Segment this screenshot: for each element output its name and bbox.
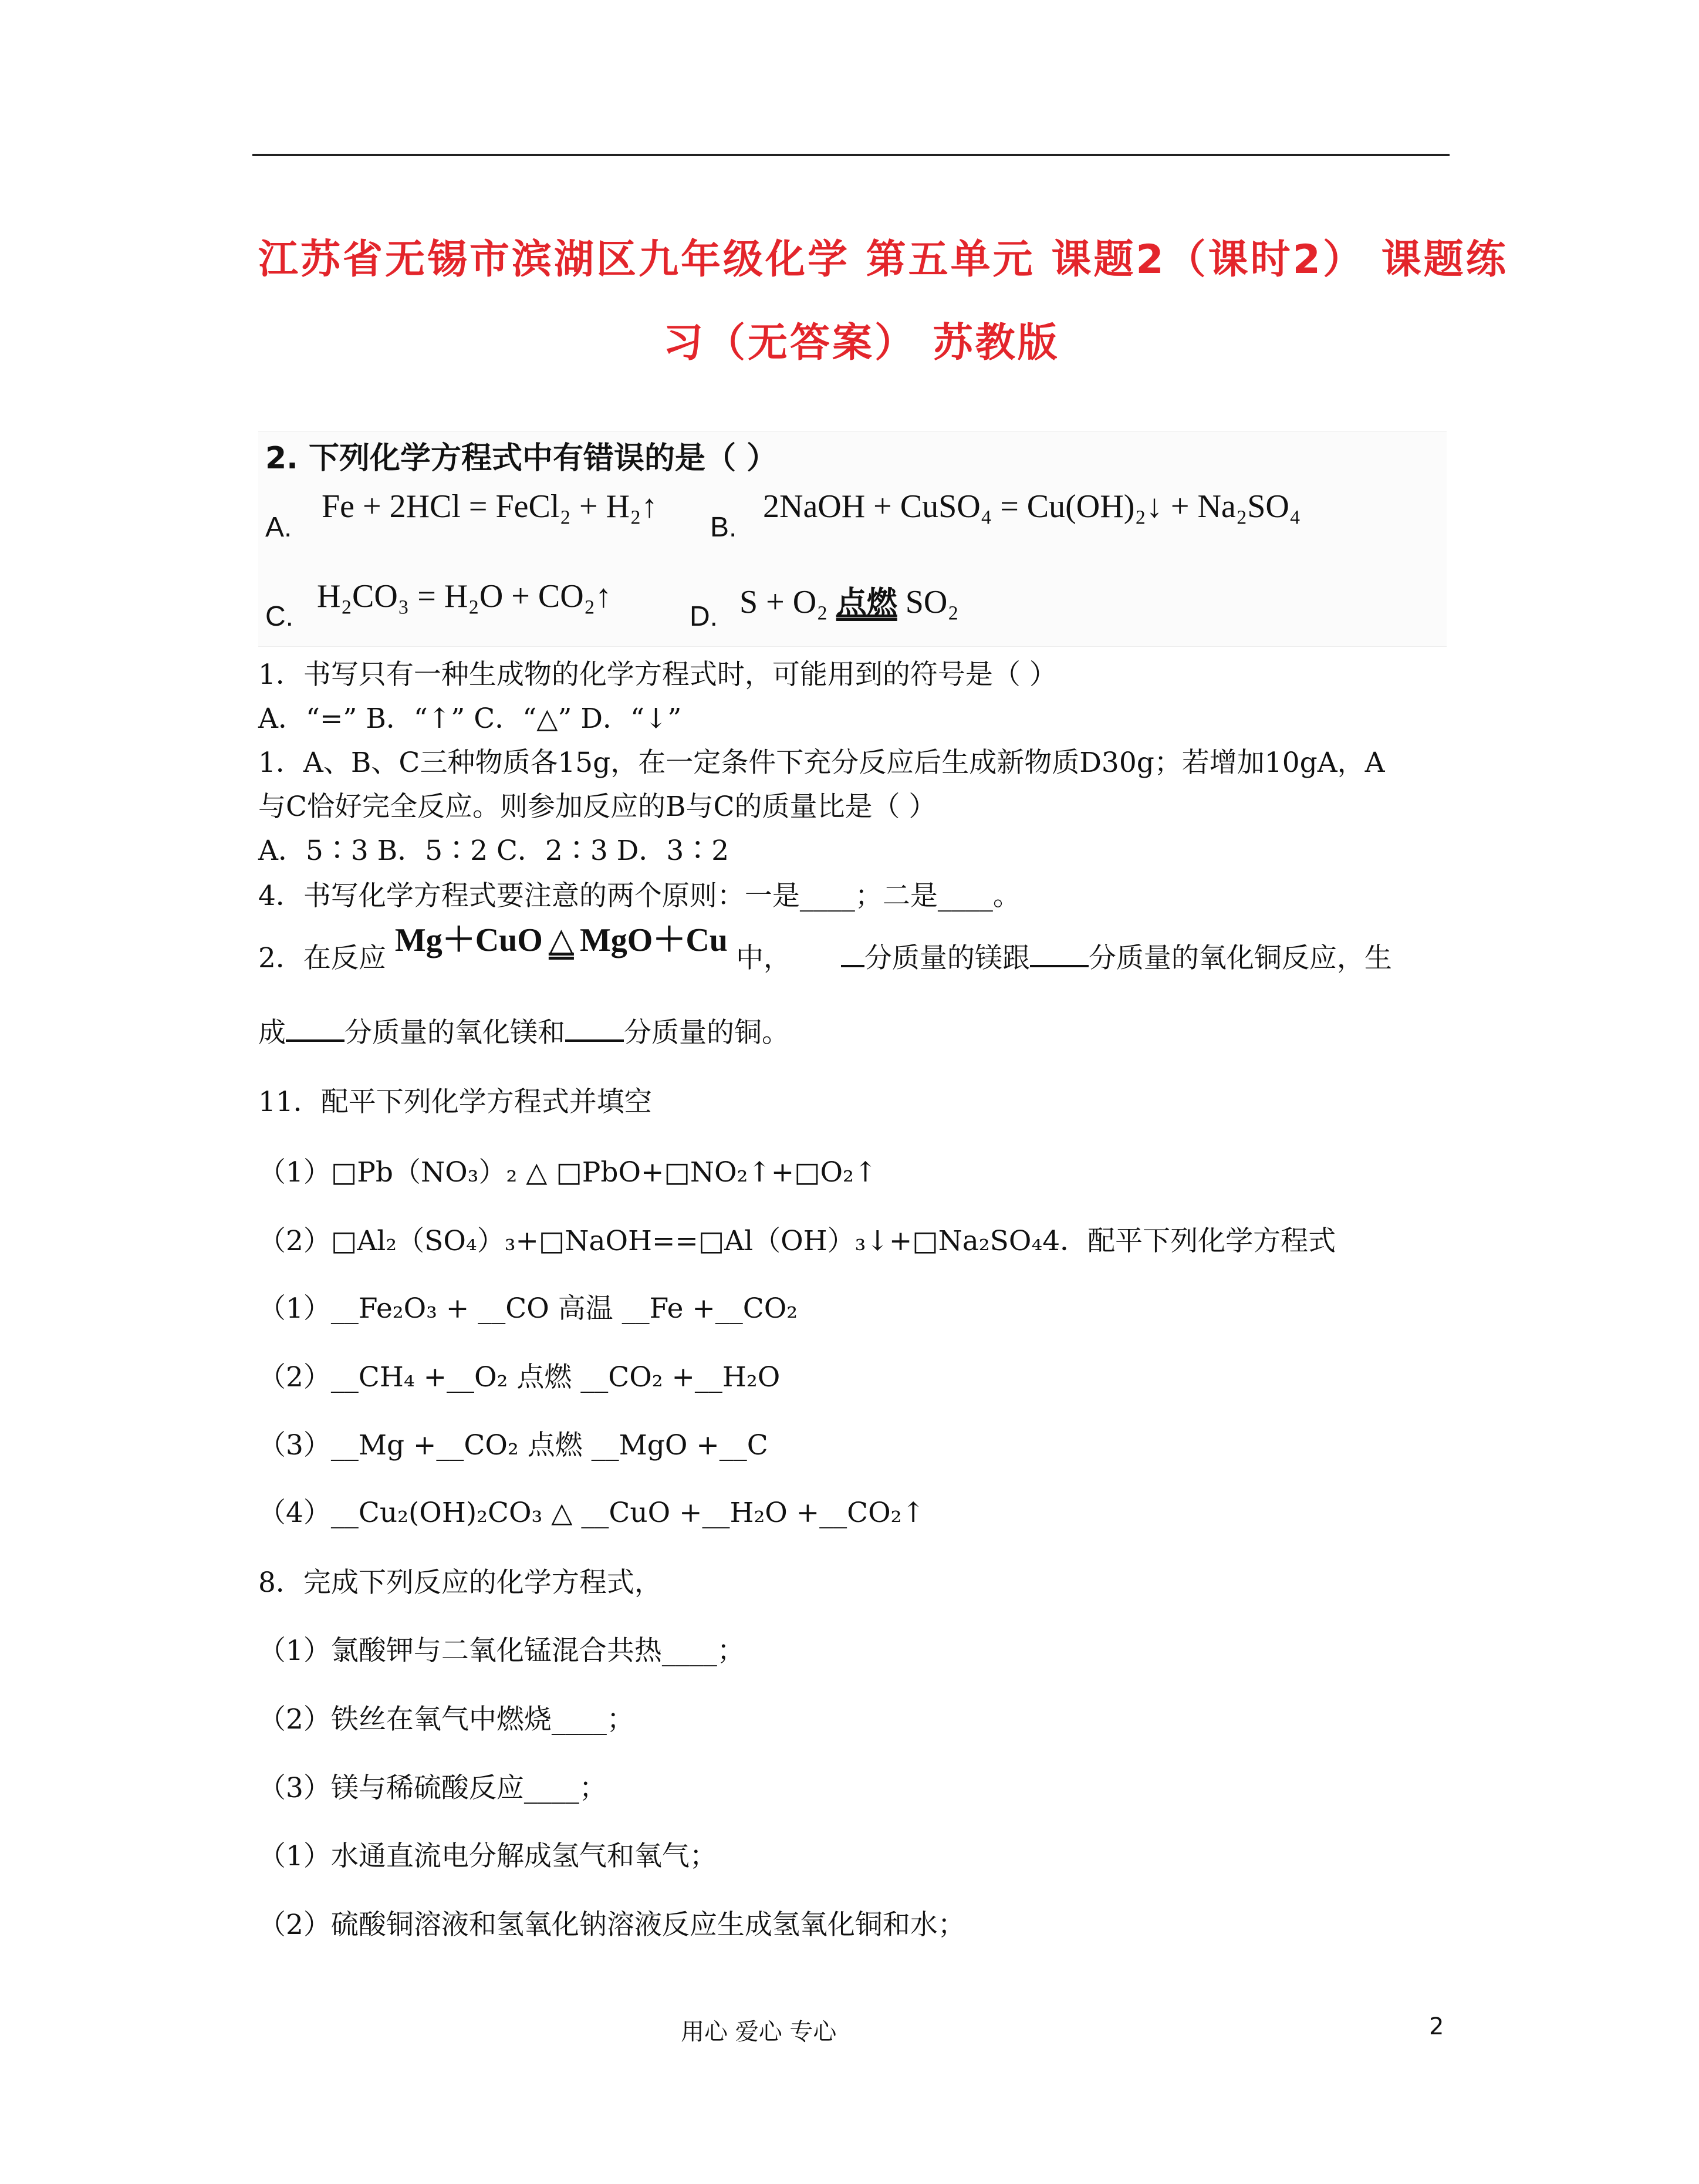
balance-eq1: （1）□Pb（NO₃）₂ △ □PbO+□NO₂↑+□O₂↑ bbox=[258, 1156, 877, 1189]
mg-t2: 分质量的镁跟 bbox=[864, 942, 1030, 974]
balance-eq2: （2）□Al₂（SO₄）₃+□NaOH==□Al（OH）₃↓+□Na₂SO₄4．配平下列化学方程式 bbox=[258, 1225, 1336, 1257]
mg-eq-left: Mg＋CuO bbox=[394, 922, 543, 958]
option-b-equation: 2NaOH + CuSO₄ = Cu(OH)₂↓ + Na₂SO₄ bbox=[763, 488, 1301, 525]
balance2-eq2: （2）__CH₄ +__O₂ 点燃 __CO₂ +__H₂O bbox=[258, 1361, 781, 1393]
question-principles: 4．书写化学方程式要注意的两个原则：一是____；二是____。 bbox=[258, 880, 1021, 912]
mg-t3: 分质量的氧化铜反应，生 bbox=[1088, 942, 1392, 974]
page-title-line2: 习（无答案） 苏教版 bbox=[663, 320, 1060, 366]
question-mg-prefix: 2．在反应 bbox=[258, 942, 386, 974]
header-rule bbox=[252, 154, 1450, 156]
option-b-label: B. bbox=[710, 512, 737, 543]
mg-line2-a: 成 bbox=[258, 1017, 286, 1049]
blank-mg-3[interactable] bbox=[286, 1039, 344, 1042]
option-a-label: A. bbox=[265, 512, 292, 543]
option-c-equation: H₂CO₃ = H₂O + CO₂↑ bbox=[317, 578, 612, 615]
balance2-eq3: （3）__Mg +__CO₂ 点燃 __MgO +__C bbox=[258, 1429, 768, 1461]
question-balance-heading: 11．配平下列化学方程式并填空 bbox=[258, 1086, 652, 1118]
question-image bbox=[258, 431, 1447, 647]
blank-mg-4[interactable] bbox=[565, 1039, 624, 1042]
mg-eq-right: MgO＋Cu bbox=[579, 922, 728, 958]
image-question-heading: 2. 下列化学方程式中有错误的是（ ） bbox=[265, 441, 778, 476]
blank-mg-2[interactable] bbox=[1030, 965, 1089, 967]
option-d-equation bbox=[739, 578, 959, 622]
option-c-label: C. bbox=[265, 601, 293, 632]
option-a-equation: Fe + 2HCl = FeCl₂ + H₂↑ bbox=[322, 488, 658, 525]
option-d-right: SO₂ bbox=[905, 584, 959, 620]
mg-equation bbox=[395, 922, 736, 958]
question-symbols: 1．书写只有一种生成物的化学方程式时，可能用到的符号是（ ） bbox=[258, 659, 1057, 691]
blank-mg-1[interactable] bbox=[841, 965, 864, 967]
question-complete-heading: 8．完成下列反应的化学方程式， bbox=[258, 1567, 662, 1599]
mg-line2-b: 分质量的氧化镁和 bbox=[344, 1017, 565, 1049]
question-mg-line1 bbox=[258, 922, 1392, 976]
option-d-label: D. bbox=[690, 601, 718, 632]
complete-item-5: （2）硫酸铜溶液和氢氧化钠溶液反应生成氢氧化铜和水； bbox=[258, 1909, 965, 1941]
mg-t1: 中， bbox=[735, 942, 791, 974]
complete-item-1: （1）氯酸钾与二氧化锰混合共热____； bbox=[258, 1635, 745, 1667]
complete-item-3: （3）镁与稀硫酸反应____； bbox=[258, 1772, 607, 1804]
page-title-line1: 江苏省无锡市滨湖区九年级化学 第五单元 课题2（课时2） 课题练 bbox=[258, 237, 1508, 283]
mg-eq-condition: △ bbox=[548, 922, 574, 958]
option-d-condition: 点燃 bbox=[836, 585, 897, 620]
mg-line2-c: 分质量的铜。 bbox=[624, 1017, 789, 1049]
question-symbols-options: A．“=” B．“↑” C．“△” D．“↓” bbox=[258, 703, 682, 735]
complete-item-2: （2）铁丝在氧气中燃烧____； bbox=[258, 1703, 634, 1736]
question-mass-line1: 1．A、B、C三种物质各15g，在一定条件下充分反应后生成新物质D30g；若增加10gA，A bbox=[258, 747, 1385, 779]
question-mass-options: A．5∶3 B．5∶2 C．2∶3 D．3∶2 bbox=[258, 835, 729, 867]
balance2-eq4: （4）__Cu₂(OH)₂CO₃ △ __CuO +__H₂O +__CO₂↑ bbox=[258, 1497, 925, 1529]
footer-motto: 用心 爱心 专心 bbox=[681, 2018, 837, 2045]
question-mass-line2: 与C恰好完全反应。则参加反应的B与C的质量比是（ ） bbox=[258, 791, 937, 823]
option-d-left: S + O₂ bbox=[739, 584, 828, 620]
question-mg-line2 bbox=[258, 1015, 789, 1051]
complete-item-4: （1）水通直流电分解成氢气和氧气； bbox=[258, 1840, 717, 1872]
balance2-eq1: （1）__Fe₂O₃ + __CO 高温 __Fe +__CO₂ bbox=[258, 1292, 798, 1325]
page-number: 2 bbox=[1429, 2013, 1444, 2040]
